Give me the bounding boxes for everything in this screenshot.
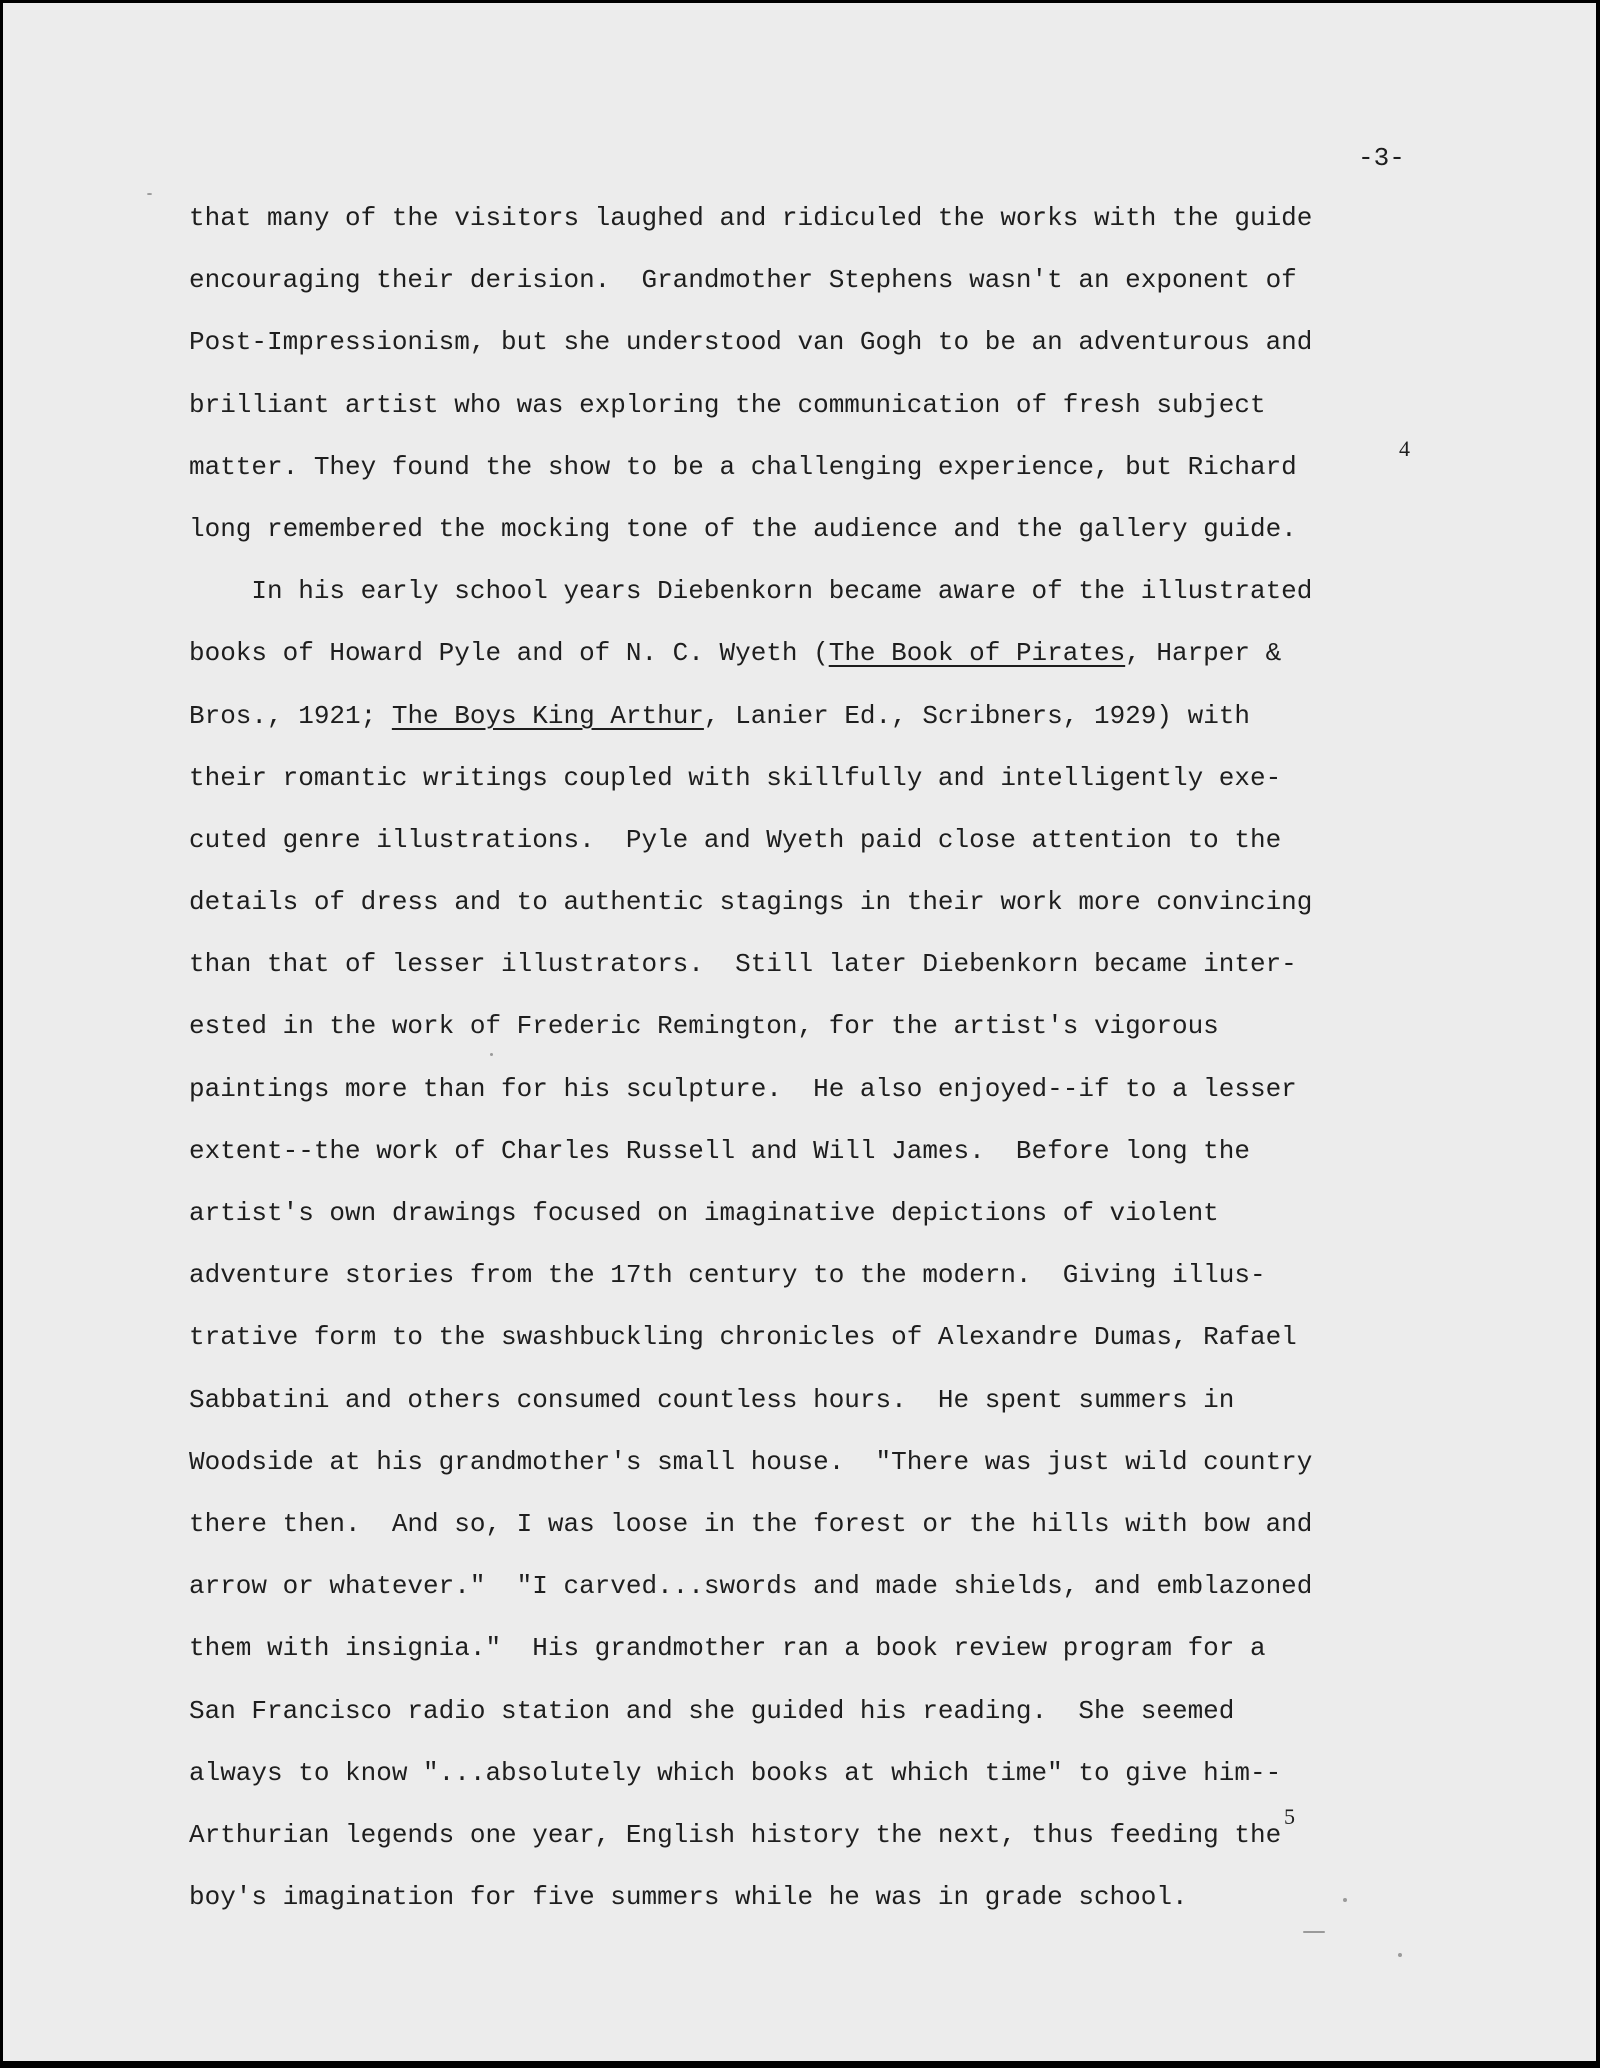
text-segment: artist's own drawings focused on imaginative depictions of violent [189, 1198, 1219, 1228]
text-line [189, 198, 1489, 260]
text-line [189, 1691, 1489, 1753]
text-segment: long remembered the mocking tone of the audience and the gallery guide. [189, 513, 1297, 544]
text-segment: , Harper & [1125, 638, 1282, 669]
text-line [189, 1255, 1489, 1317]
paper-speck [490, 1053, 493, 1056]
text-segment: Sabbatini and others consumed countless hours. He spent summers in [189, 1384, 1235, 1415]
text-segment: Bros., 1921; [189, 700, 392, 731]
text-segment: Post-Impressionism, but she understood van Gogh to be an adventurous and [189, 327, 1313, 358]
book-title: The Boys King Arthur [391, 700, 704, 731]
text-segment: Woodside at his grandmother's small house. "There was just wild country [189, 1446, 1313, 1477]
text-line [189, 1504, 1489, 1566]
text-line [189, 820, 1489, 882]
text-line [189, 571, 1489, 633]
text-line [189, 882, 1489, 944]
book-title: The Book of Pirates [828, 638, 1126, 669]
text-segment: ested in the work of Frederic Remington, for the artist's vigorous [189, 1011, 1219, 1042]
text-segment: paintings more than for his sculpture. He also enjoyed--if to a lesser [189, 1073, 1297, 1104]
text-segment: their romantic writings coupled with skillfully and intelligently exe- [189, 762, 1282, 793]
text-segment: arrow or whatever." "I carved...swords and made shields, and emblazoned [189, 1571, 1313, 1602]
body-text [189, 198, 1489, 1939]
text-segment: In his early school years Diebenkorn became aware of the illustrated [189, 576, 1313, 607]
footnote-marker: 5 [1284, 1803, 1295, 1829]
text-line [189, 1442, 1489, 1504]
text-segment: , Lanier Ed., Scribners, 1929) with [703, 700, 1250, 731]
text-line [189, 1380, 1489, 1442]
text-line [189, 1193, 1489, 1255]
text-segment: trative form to the swashbuckling chronicles of Alexandre Dumas, Rafael [189, 1322, 1297, 1353]
text-segment: that many of the visitors laughed and ridiculed the works with the guide [189, 203, 1313, 233]
text-line [189, 322, 1489, 384]
paper-speck [1343, 1898, 1347, 1902]
text-segment: matter. They found the show to be a challenging experience, but Richard [189, 451, 1297, 482]
text-segment: than that of lesser illustrators. Still later Diebenkorn became inter- [189, 949, 1297, 980]
text-line [189, 260, 1489, 322]
text-segment: there then. And so, I was loose in the forest or the hills with bow and [189, 1508, 1313, 1539]
text-segment: always to know "...absolutely which books at which time" to give him-- [189, 1757, 1282, 1788]
paper-speck [147, 193, 152, 195]
text-line [189, 1006, 1489, 1068]
text-segment: them with insignia." His grandmother ran a book review program for a [189, 1633, 1266, 1664]
text-segment: encouraging their derision. Grandmother Stephens wasn't an exponent of [189, 265, 1297, 296]
text-line [189, 1628, 1489, 1690]
page-number: -3- [1358, 143, 1405, 173]
text-line [189, 509, 1489, 571]
text-line [189, 696, 1489, 758]
text-segment: books of Howard Pyle and of N. C. Wyeth ( [189, 638, 829, 669]
text-segment: extent--the work of Charles Russell and Will James. Before long the [189, 1135, 1250, 1166]
text-segment: cuted genre illustrations. Pyle and Wyeth paid close attention to the [189, 824, 1282, 855]
text-line [189, 1803, 1489, 1877]
text-line [189, 1877, 1489, 1939]
paper-speck [1303, 1931, 1325, 1933]
text-segment: San Francisco radio station and she guided his reading. She seemed [189, 1695, 1235, 1726]
text-line [189, 385, 1489, 447]
text-segment: adventure stories from the 17th century to the modern. Giving illus- [189, 1260, 1266, 1291]
text-line [189, 1566, 1489, 1628]
text-line [189, 758, 1489, 820]
paper-speck [1398, 1953, 1402, 1957]
text-line [189, 435, 1489, 509]
text-line [189, 1069, 1489, 1131]
text-segment: brilliant artist who was exploring the communication of fresh subject [189, 389, 1266, 420]
text-segment: details of dress and to authentic stagings in their work more convincing [189, 887, 1313, 918]
text-line [189, 1131, 1489, 1193]
footnote-marker: 4 [1399, 435, 1410, 461]
text-line [189, 944, 1489, 1006]
text-segment: Arthurian legends one year, English history the next, thus feeding the [189, 1819, 1282, 1850]
text-line [189, 1317, 1489, 1379]
text-line [189, 633, 1489, 695]
document-page [3, 3, 1596, 2061]
text-segment: boy's imagination for five summers while he was in grade school. [189, 1882, 1188, 1913]
